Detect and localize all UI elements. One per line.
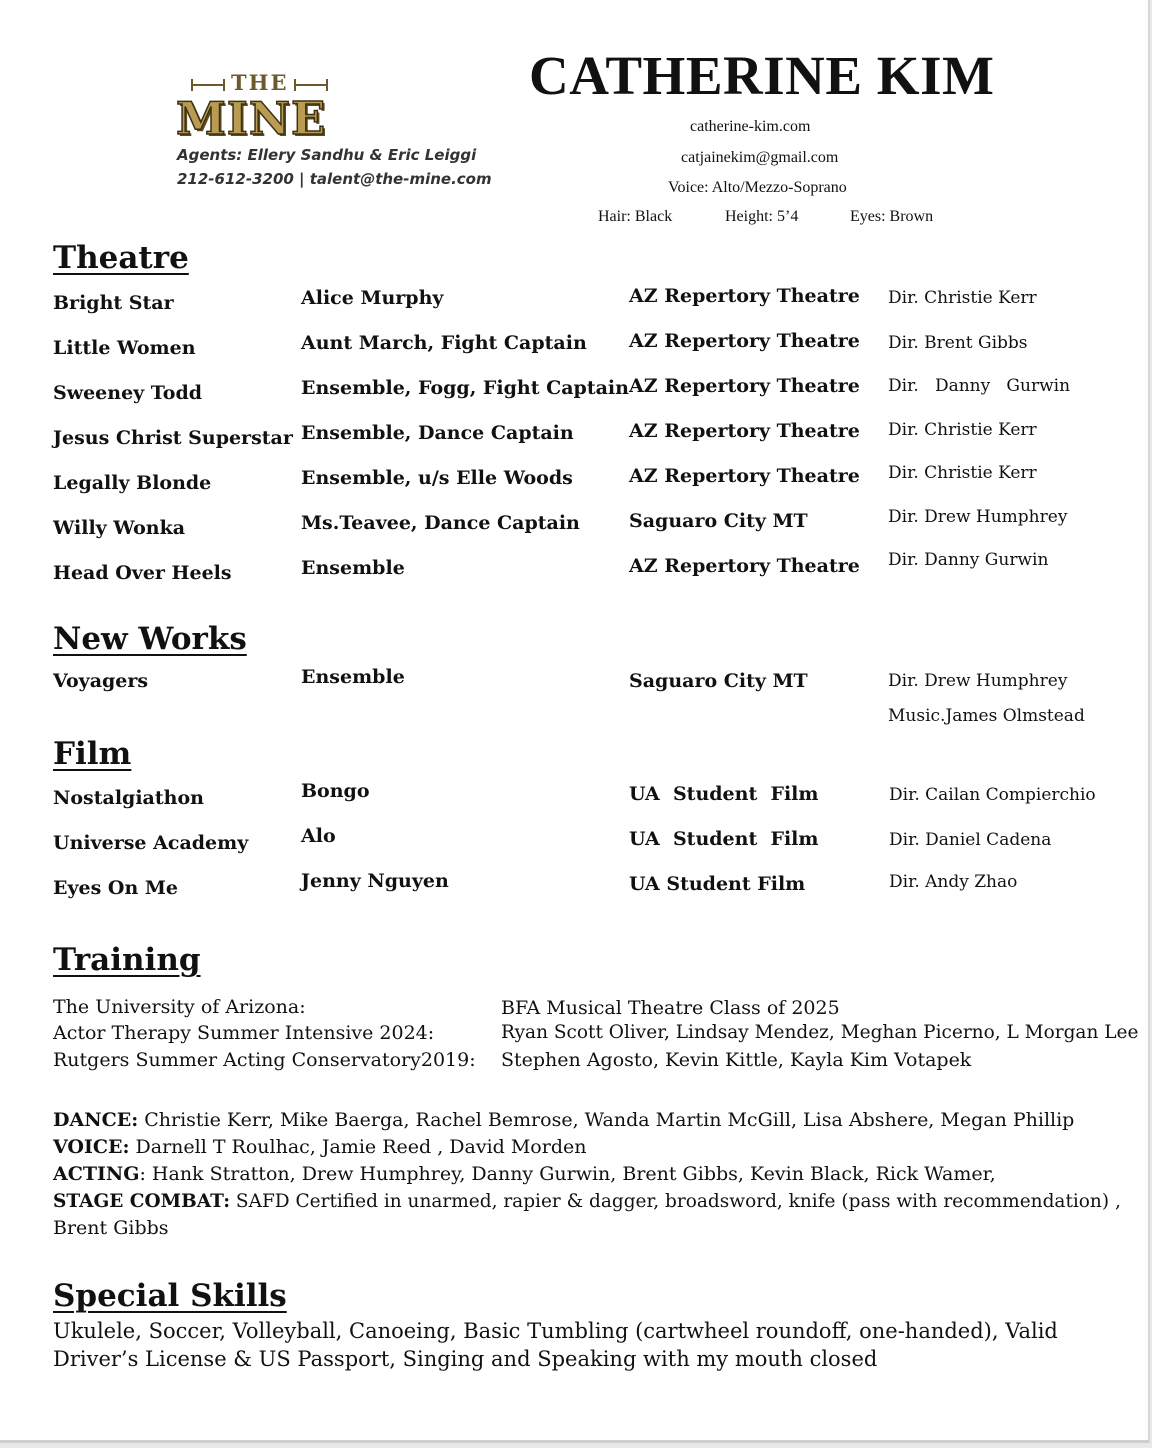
credit-director: Dir. Andy Zhao (889, 872, 1018, 892)
credit-title: Willy Wonka (53, 517, 186, 539)
credit-role: Ensemble, Fogg, Fight Captain (301, 377, 629, 399)
height: Height: 5’4 (725, 208, 799, 225)
credit-company: AZ Repertory Theatre (629, 555, 860, 577)
credit-director: Dir. Christie Kerr (888, 288, 1037, 308)
film-heading: Film (53, 736, 132, 772)
credit-director: Dir. Brent Gibbs (888, 333, 1028, 353)
special-skills-heading: Special Skills (53, 1278, 287, 1314)
credit-director: Dir. Cailan Compierchio (889, 785, 1096, 805)
credit-director: Dir. Christie Kerr (888, 420, 1037, 440)
hair: Hair: Black (598, 208, 673, 225)
agency-contact: 212-612-3200 | talent@the-mine.com (177, 170, 492, 188)
credit-company: AZ Repertory Theatre (629, 420, 860, 442)
credit-company: UA Student Film (629, 828, 819, 850)
stage-combat-teachers-cont: Brent Gibbs (53, 1217, 169, 1239)
credit-company: AZ Repertory Theatre (629, 330, 860, 352)
credit-title: Voyagers (53, 670, 149, 692)
credit-role: Alo (301, 825, 336, 847)
credit-role: Jenny Nguyen (301, 870, 449, 892)
actor-name: CATHERINE KIM (529, 45, 995, 106)
credit-role: Ensemble (301, 557, 405, 579)
credit-company: UA Student Film (629, 783, 819, 805)
credit-director: Dir. Drew Humphrey (888, 671, 1068, 691)
credit-company: AZ Repertory Theatre (629, 285, 860, 307)
special-skills-line-1: Ukulele, Soccer, Volleyball, Canoeing, Basic Tumbling (cartwheel roundoff, one-handed), Valid (53, 1319, 1058, 1343)
stage-combat-teachers: STAGE COMBAT: SAFD Certified in unarmed, rapier & dagger, broadsword, knife (pass with recommendation) , (53, 1191, 1121, 1212)
website: catherine-kim.com (690, 118, 811, 135)
credit-title: Little Women (53, 337, 196, 359)
credit-title: Bright Star (53, 292, 174, 314)
credit-role: Ensemble, u/s Elle Woods (301, 467, 573, 489)
credit-title: Legally Blonde (53, 472, 212, 494)
credit-role: Ensemble, Dance Captain (301, 422, 574, 444)
credit-title: Head Over Heels (53, 562, 232, 584)
credit-director: Dir. Drew Humphrey (888, 507, 1068, 527)
credit-role: Ms.Teavee, Dance Captain (301, 512, 580, 534)
credit-company: UA Student Film (629, 873, 806, 895)
training-school: The University of Arizona: (53, 996, 306, 1018)
theatre-heading: Theatre (53, 240, 189, 276)
credit-director: Dir. Christie Kerr (888, 463, 1037, 483)
credit-company: Saguaro City MT (629, 510, 808, 532)
special-skills-line-2: Driver’s License & US Passport, Singing and Speaking with my mouth closed (53, 1347, 878, 1371)
voice-teachers: VOICE: Darnell T Roulhac, Jamie Reed , David Morden (53, 1136, 587, 1158)
training-detail: Stephen Agosto, Kevin Kittle, Kayla Kim Votapek (501, 1049, 972, 1071)
credit-role: Aunt March, Fight Captain (301, 332, 587, 354)
credit-title: Nostalgiathon (53, 787, 204, 809)
training-school: Rutgers Summer Acting Conservatory2019: (53, 1049, 476, 1071)
credit-title: Universe Academy (53, 832, 249, 854)
training-detail: Ryan Scott Oliver, Lindsay Mendez, Meghan Picerno, L Morgan Lee (501, 1022, 1139, 1043)
voice-type: Voice: Alto/Mezzo-Soprano (668, 179, 847, 196)
eyes: Eyes: Brown (850, 208, 934, 225)
credit-title: Eyes On Me (53, 877, 179, 899)
credit-title: Jesus Christ Superstar (53, 427, 293, 449)
training-school: Actor Therapy Summer Intensive 2024: (53, 1022, 435, 1044)
credit-music: Music.James Olmstead (888, 706, 1085, 726)
credit-company: Saguaro City MT (629, 670, 808, 692)
credit-company: AZ Repertory Theatre (629, 465, 860, 487)
credit-role: Ensemble (301, 666, 405, 688)
credit-role: Alice Murphy (301, 287, 444, 309)
credit-role: Bongo (301, 780, 370, 802)
credit-director: Dir. Danny Gurwin (888, 550, 1049, 570)
credit-director: Dir. Daniel Cadena (889, 830, 1052, 850)
email: catjainekim@gmail.com (681, 149, 839, 166)
training-heading: Training (53, 942, 201, 978)
training-detail: BFA Musical Theatre Class of 2025 (501, 997, 840, 1019)
credit-director: Dir. Danny Gurwin (888, 376, 1071, 396)
agency-logo-the: THE (185, 70, 334, 95)
credit-company: AZ Repertory Theatre (629, 375, 860, 397)
agency-logo-mine: MINE (176, 92, 327, 145)
acting-teachers: ACTING: Hank Stratton, Drew Humphrey, Danny Gurwin, Brent Gibbs, Kevin Black, Rick Wamer, (53, 1163, 996, 1185)
agency-agents: Agents: Ellery Sandhu & Eric Leiggi (177, 146, 477, 164)
credit-title: Sweeney Todd (53, 382, 203, 404)
dance-teachers: DANCE: Christie Kerr, Mike Baerga, Rachel Bemrose, Wanda Martin McGill, Lisa Abshere, Megan Phillip (53, 1109, 1075, 1131)
new-works-heading: New Works (53, 621, 247, 657)
